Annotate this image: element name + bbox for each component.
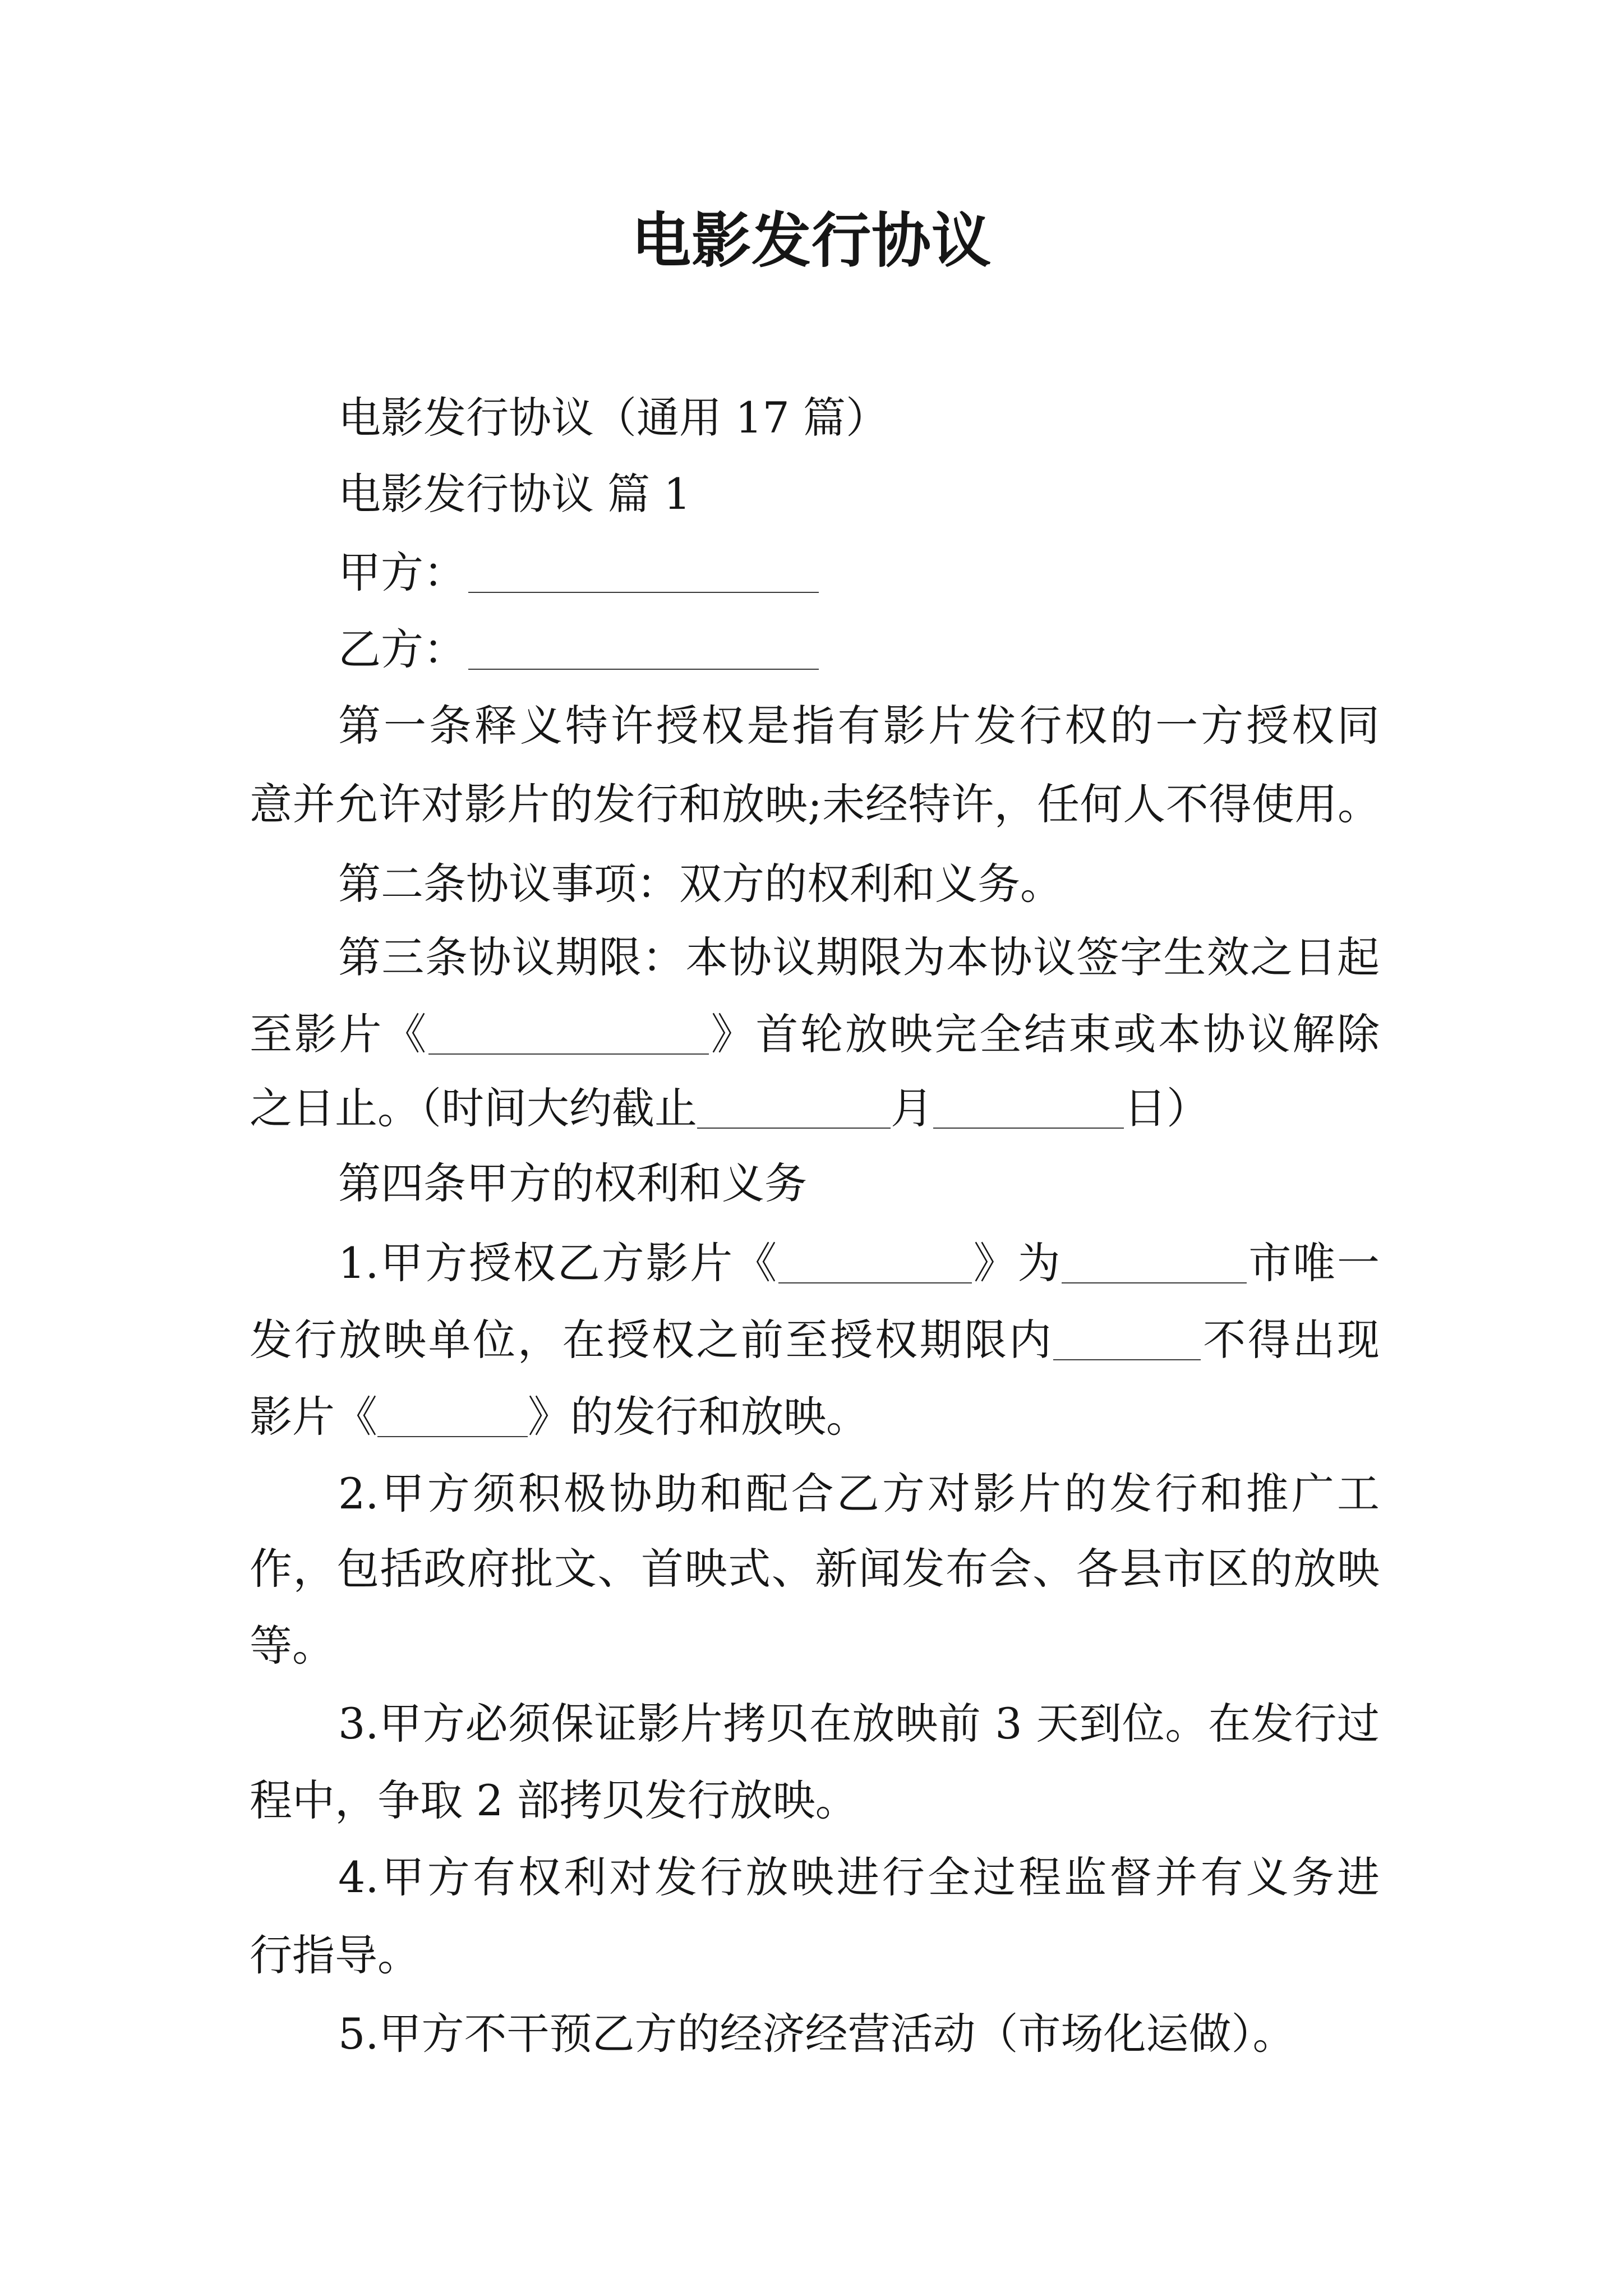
item1-line xyxy=(338,1238,1380,1289)
item1-text: 》为 xyxy=(971,1238,1062,1288)
day-fill-in-blank xyxy=(933,1093,1124,1129)
day-label: 日） xyxy=(1124,1083,1209,1133)
article3-line: 第三条协议期限：本协议期限为本协议签字生效之日起 xyxy=(338,932,1380,982)
item1-text: 发行放映单位，在授权之前至授权期限内 xyxy=(250,1315,1054,1365)
article3-text: 至影片《 xyxy=(250,1009,428,1059)
article3-text: 之日止。（时间大约截止 xyxy=(250,1083,697,1133)
item5-paragraph: 5.甲方不干预乙方的经济经营活动（市场化运做）。 xyxy=(338,2009,1295,2059)
item3-line: 3.甲方必须保证影片拷贝在放映前 3 天到位。在发行过 xyxy=(338,1699,1380,1749)
article4-heading: 第四条甲方的权利和义务 xyxy=(338,1158,807,1208)
party-a-label: 甲方： xyxy=(338,547,466,597)
item1-line xyxy=(250,1315,1380,1365)
month-fill-in-blank xyxy=(697,1093,891,1129)
section-heading: 电影发行协议 篇 1 xyxy=(338,469,691,519)
article1-line: 意并允许对影片的发行和放映;未经特许，任何人不得使用。 xyxy=(250,779,1380,829)
film-title-fill-in-blank xyxy=(778,1248,972,1283)
party-b-line xyxy=(338,624,1380,675)
item2-line: 等。 xyxy=(250,1621,335,1671)
item2-line: 2.甲方须积极协助和配合乙方对影片的发行和推广工 xyxy=(338,1469,1380,1519)
party-a-line xyxy=(338,547,1380,598)
party-b-fill-in-blank xyxy=(468,634,819,670)
item4-line: 4.甲方有权利对发行放映进行全过程监督并有义务进 xyxy=(338,1852,1380,1902)
item4-line: 行指导。 xyxy=(250,1930,420,1980)
area-fill-in-blank xyxy=(1053,1324,1201,1360)
party-b-label: 乙方： xyxy=(338,624,466,674)
item1-line xyxy=(250,1392,1380,1442)
month-label: 月 xyxy=(891,1083,933,1133)
item1-text: 》的发行和放映。 xyxy=(528,1392,869,1442)
party-a-fill-in-blank xyxy=(468,557,819,593)
film-title-fill-in-blank xyxy=(377,1401,528,1437)
article3-line xyxy=(250,1009,1380,1060)
article3-line xyxy=(250,1083,1380,1134)
document-title: 电影发行协议 xyxy=(631,205,992,275)
article1-line: 第一条释义特许授权是指有影片发行权的一方授权同 xyxy=(338,701,1380,751)
item1-text: 不得出现 xyxy=(1201,1315,1380,1365)
article3-text: 》首轮放映完全结束或本协议解除 xyxy=(708,1009,1380,1059)
item1-text: 影片《 xyxy=(250,1392,377,1442)
film-title-fill-in-blank xyxy=(428,1019,709,1055)
item1-text: 1.甲方授权乙方影片《 xyxy=(338,1238,778,1288)
item1-text: 市唯一 xyxy=(1247,1238,1380,1288)
article2-paragraph: 第二条协议事项：双方的权利和义务。 xyxy=(338,859,1063,909)
item3-line: 程中，争取 2 部拷贝发行放映。 xyxy=(250,1775,858,1825)
city-fill-in-blank xyxy=(1062,1248,1247,1283)
collection-heading: 电影发行协议（通用 17 篇） xyxy=(338,393,889,443)
item2-line: 作，包括政府批文、首映式、新闻发布会、各县市区的放映 xyxy=(250,1544,1380,1594)
